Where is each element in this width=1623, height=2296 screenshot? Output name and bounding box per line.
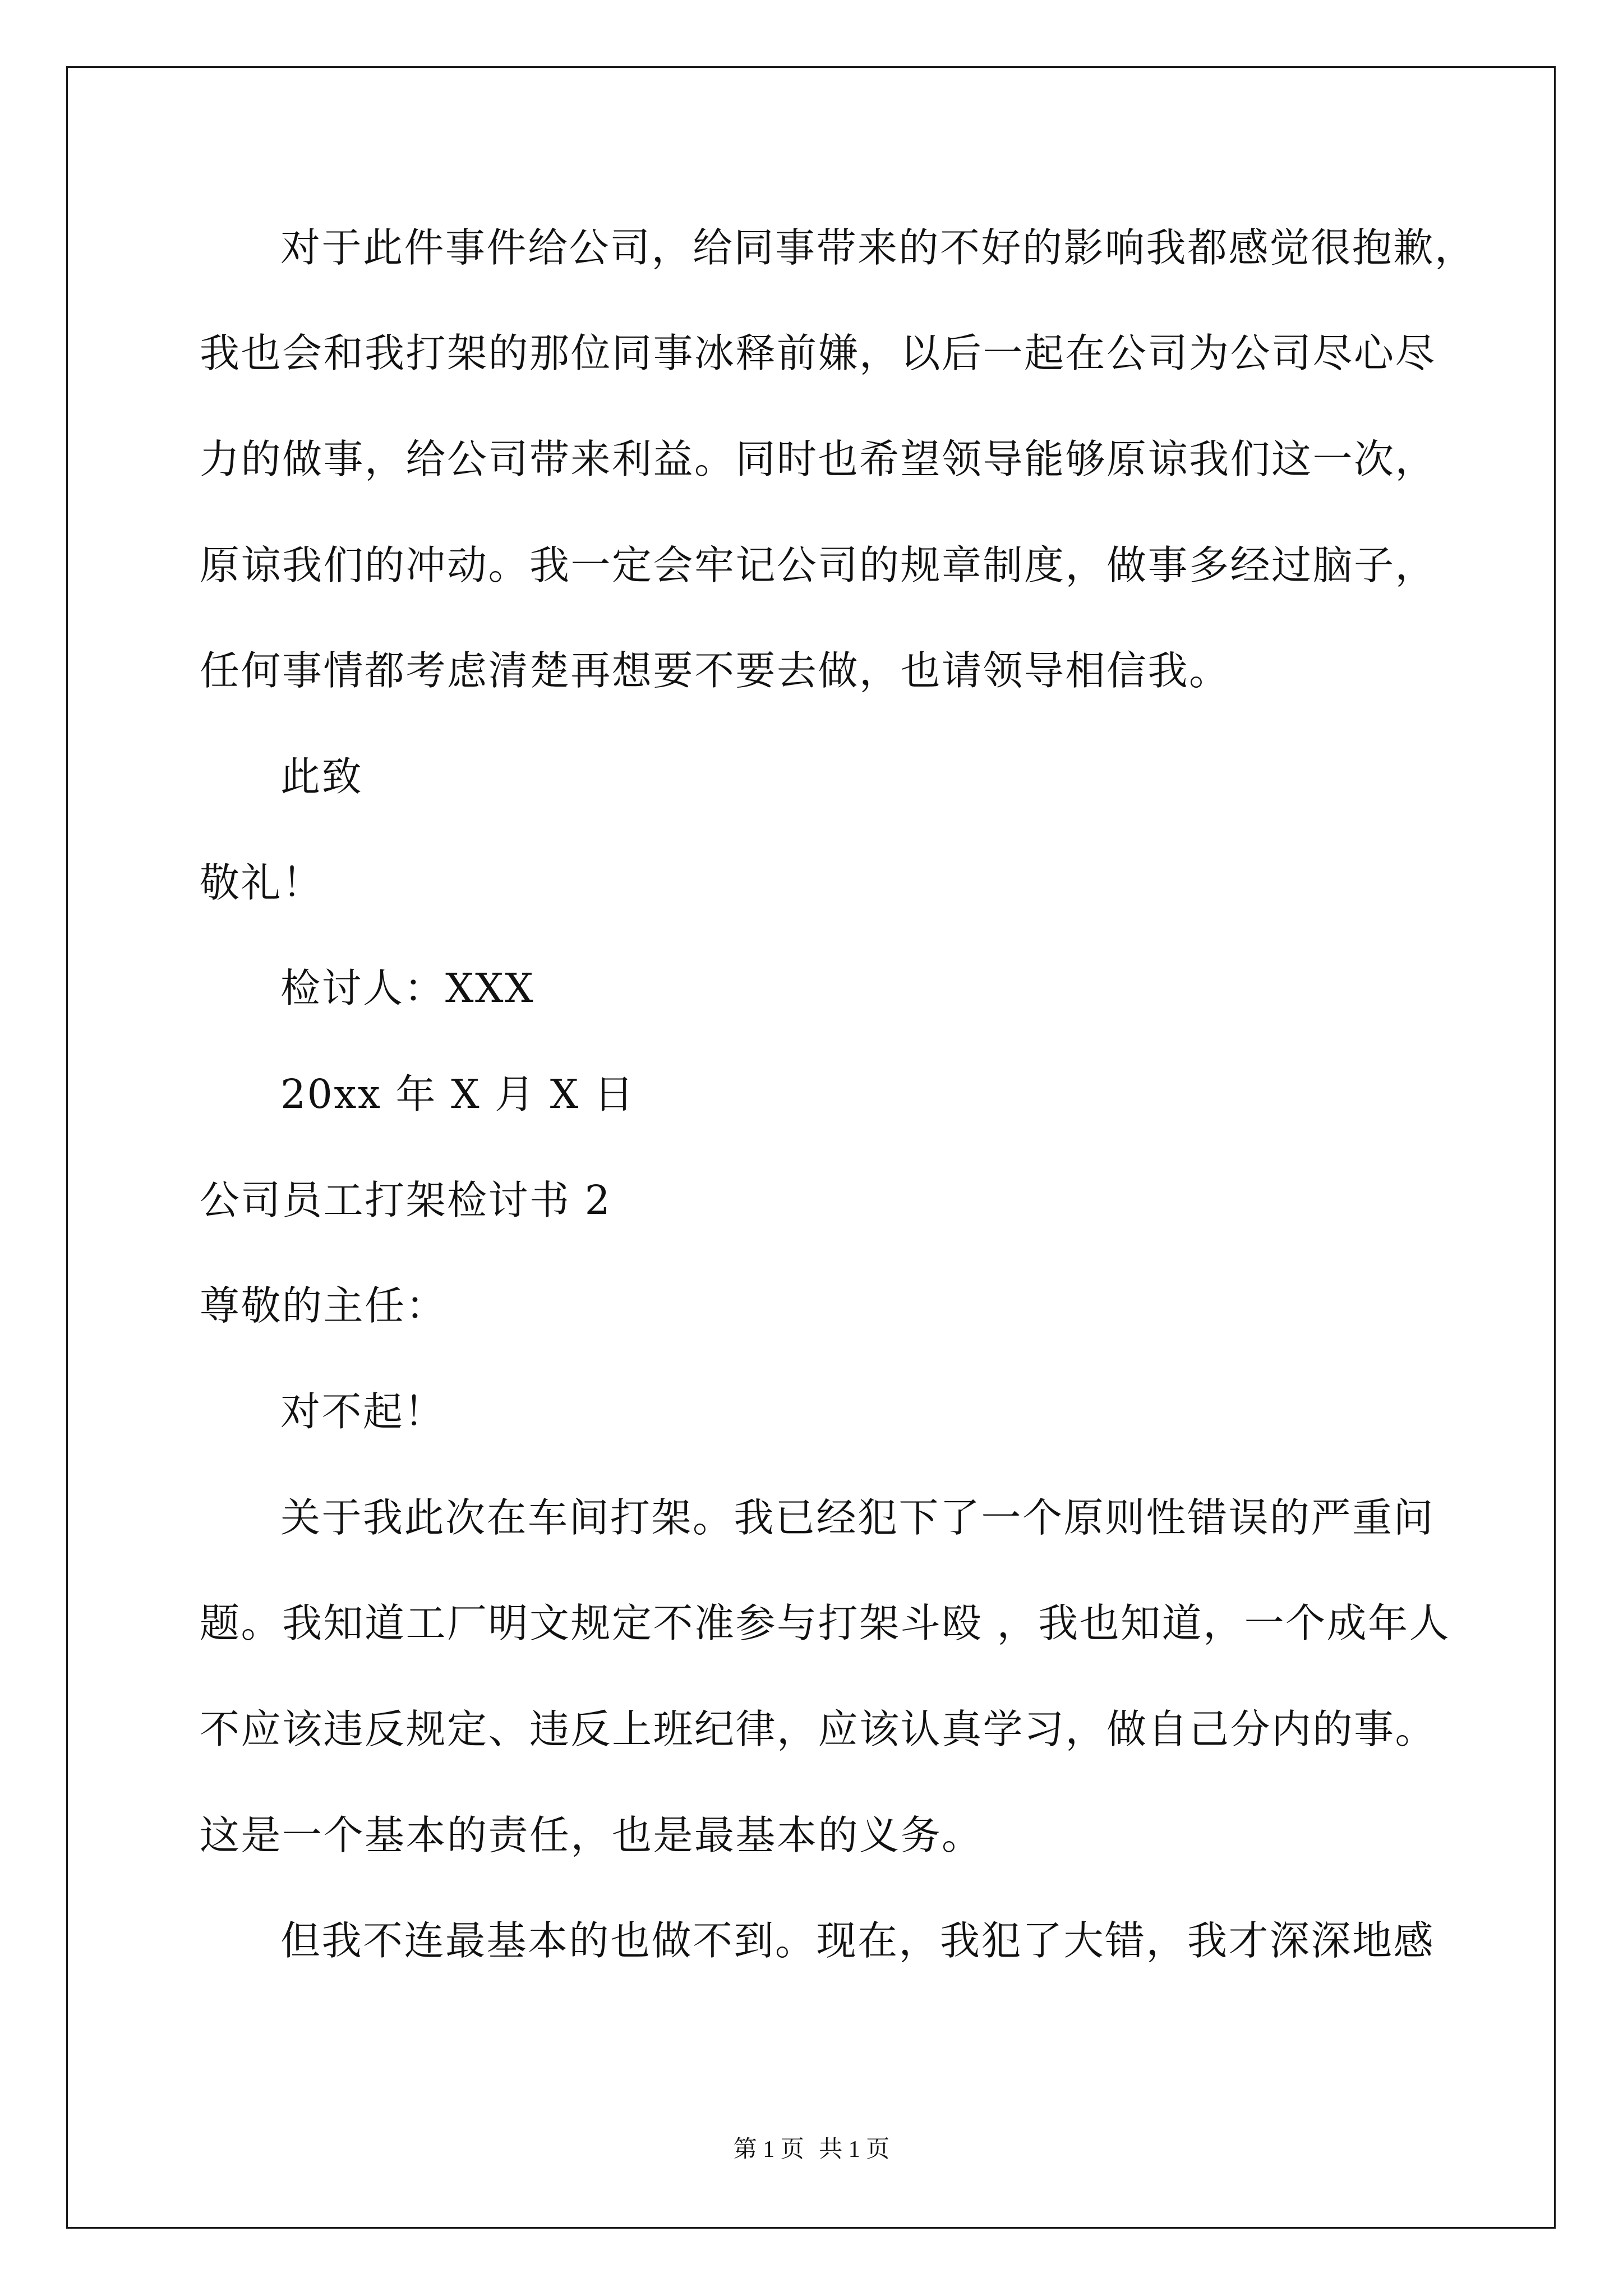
page-footer xyxy=(0,2133,1623,2166)
date-line: 20xx 年 X 月 X 日 xyxy=(280,1071,635,1117)
apology-line: 对不起！ xyxy=(280,1388,446,1435)
section-title: 公司员工打架检讨书 2 xyxy=(200,1177,612,1223)
body-line: 这是一个基本的责任，也是最基本的义务。 xyxy=(200,1812,983,1858)
body-line: 任何事情都考虑清楚再想要不要去做，也请领导相信我。 xyxy=(200,647,1230,694)
body-line: 力的做事，给公司带来利益。同时也希望领导能够原谅我们这一次， xyxy=(200,436,1437,482)
page-number: 第 1 页 xyxy=(733,2137,804,2162)
body-line: 我也会和我打架的那位同事冰释前嫌，以后一起在公司为公司尽心尽 xyxy=(200,330,1437,376)
body-line: 但我不连最基本的也做不到。现在，我犯了大错，我才深深地感 xyxy=(280,1917,1435,1964)
signature-line: 检讨人：XXX xyxy=(280,965,535,1011)
page-total: 共 1 页 xyxy=(819,2137,890,2162)
body-line: 不应该违反规定、违反上班纪律，应该认真学习，做自己分内的事。 xyxy=(200,1706,1437,1752)
greeting-line: 尊敬的主任： xyxy=(200,1282,448,1329)
body-line: 对于此件事件给公司，给同事带来的不好的影响我都感觉很抱歉， xyxy=(280,224,1476,271)
body-line: 题。我知道工厂明文规定不准参与打架斗殴 ，我也知道，一个成年人 xyxy=(200,1600,1451,1646)
closing-salutation: 此致 xyxy=(280,753,363,800)
closing-respect: 敬礼！ xyxy=(200,859,324,906)
page-border xyxy=(66,66,1556,2229)
body-line: 原谅我们的冲动。我一定会牢记公司的规章制度，做事多经过脑子， xyxy=(200,542,1437,588)
body-line: 关于我此次在车间打架。我已经犯下了一个原则性错误的严重问 xyxy=(280,1494,1435,1541)
